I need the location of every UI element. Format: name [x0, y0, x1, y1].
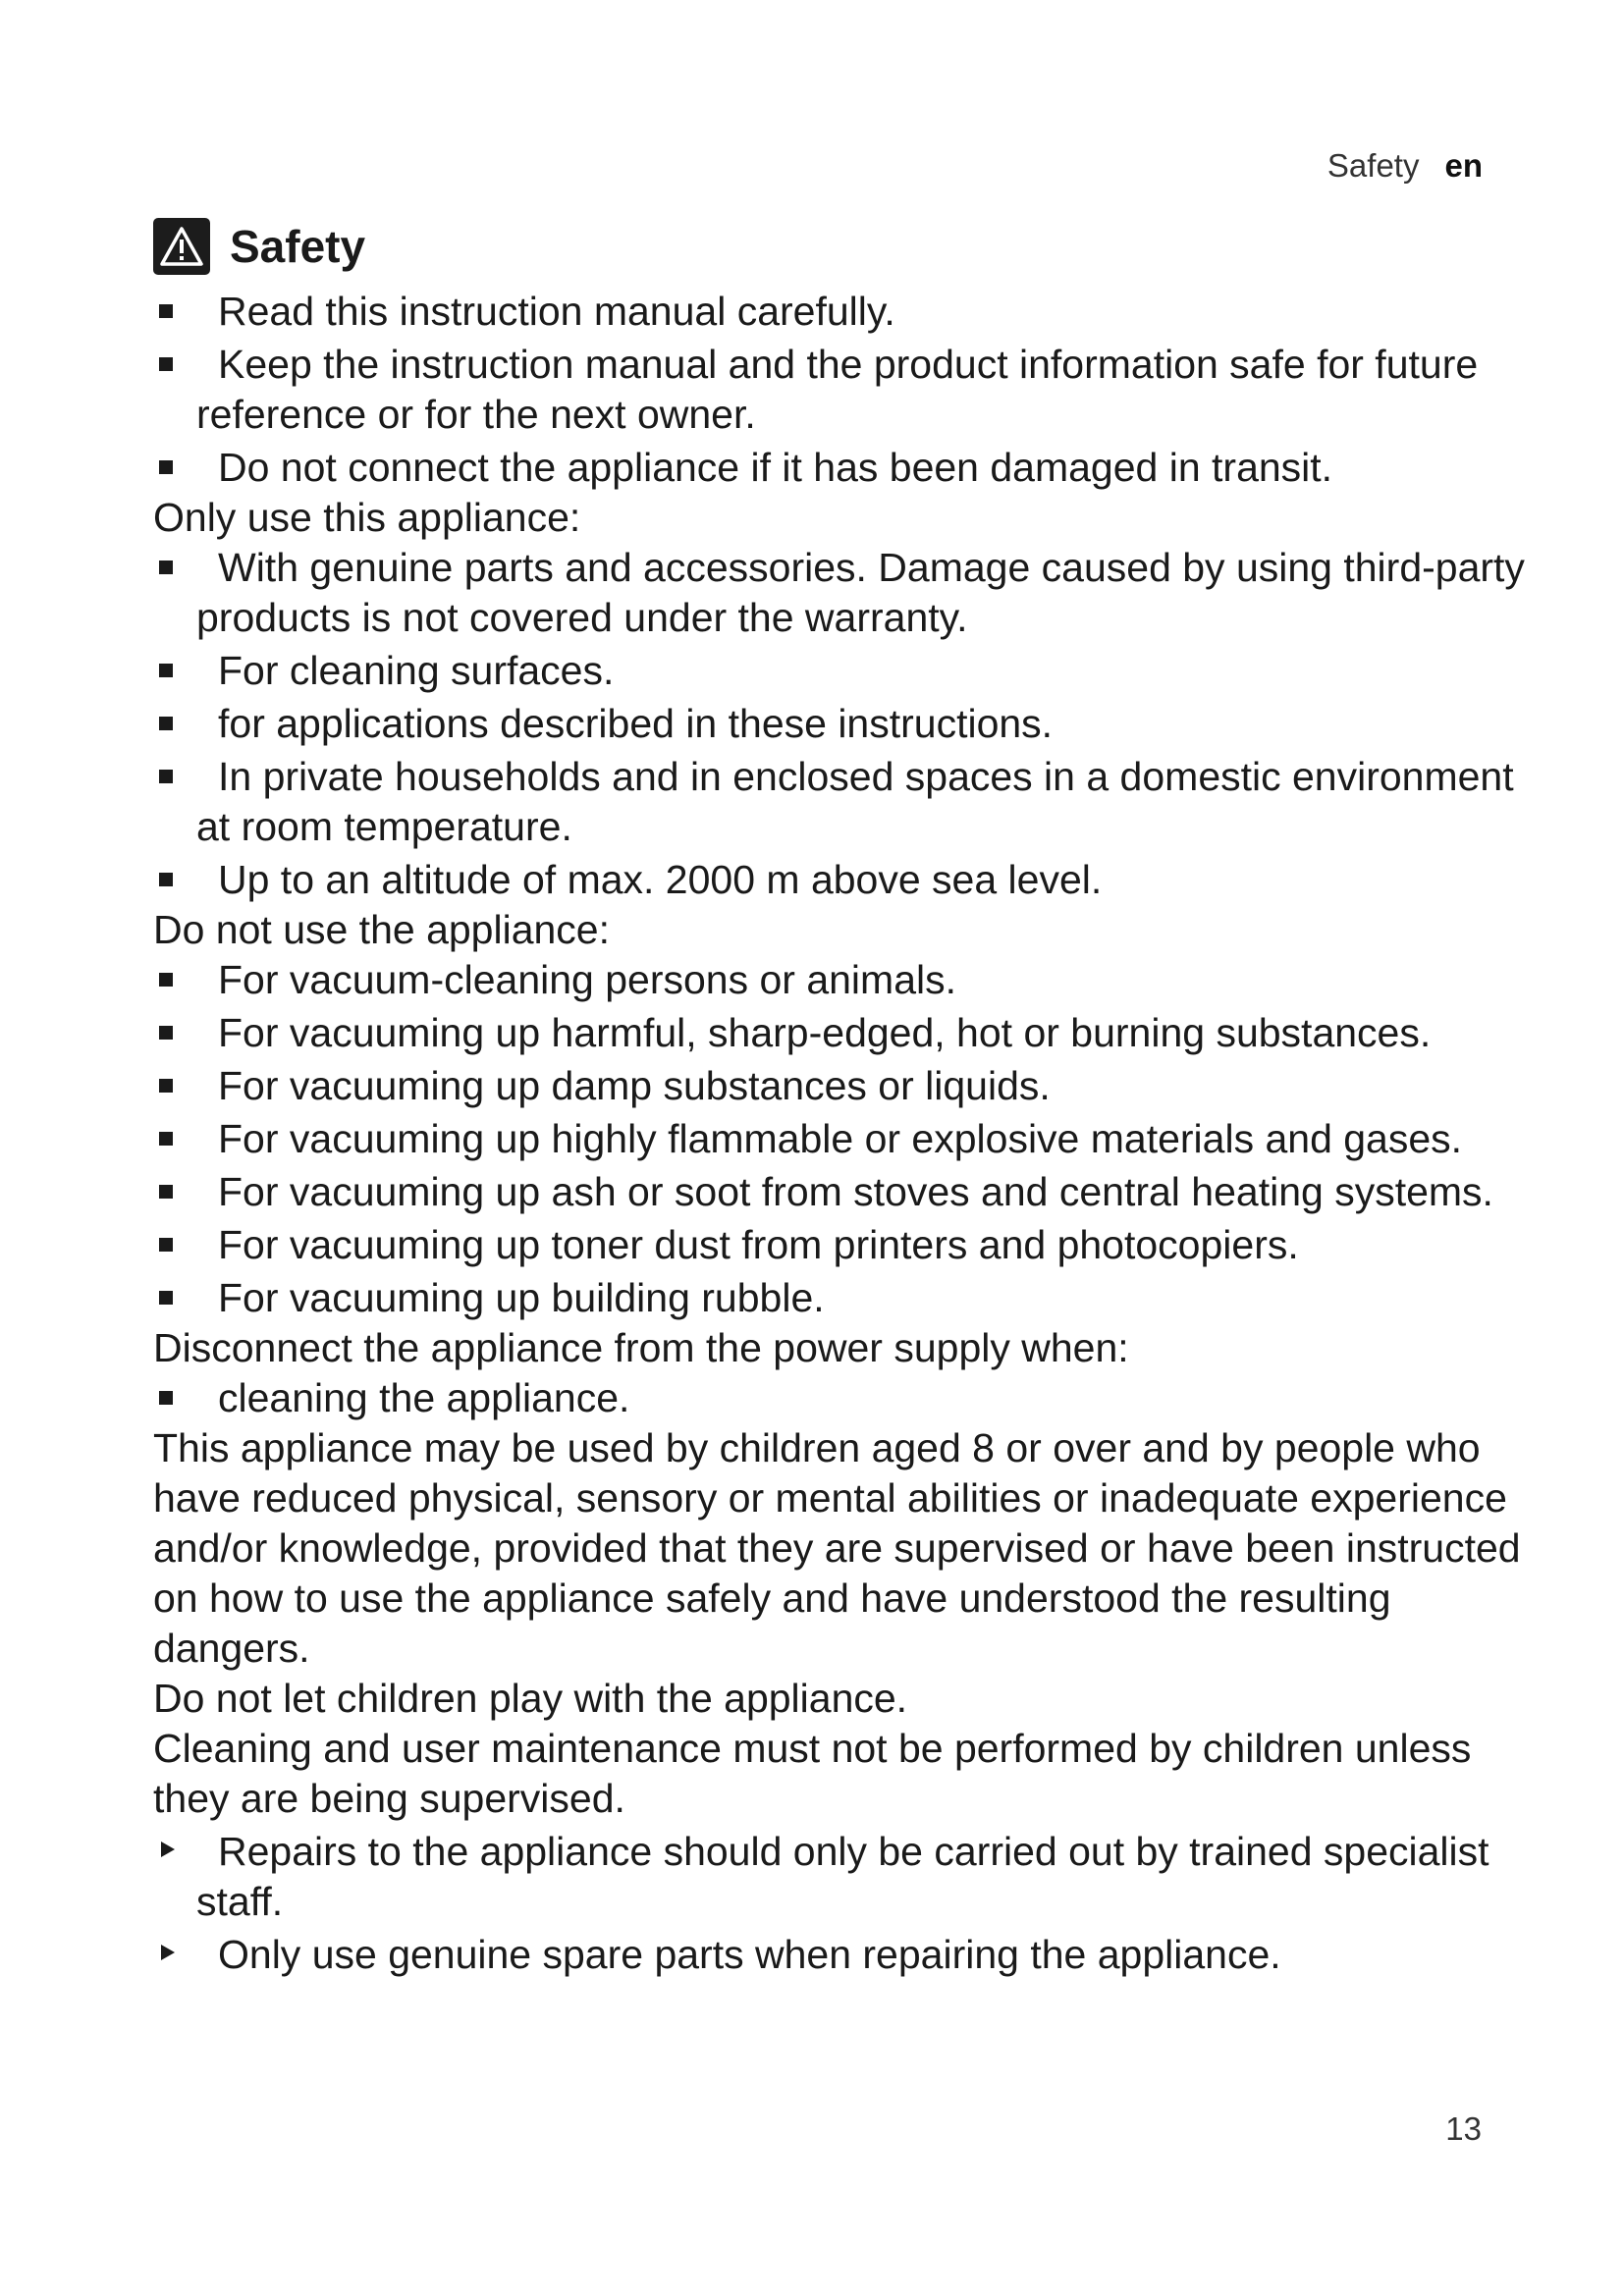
paragraph: Only use this appliance:: [153, 495, 581, 540]
action-item: Only use genuine spare parts when repairing the appliance.: [153, 1930, 1528, 1980]
running-header-language: en: [1444, 147, 1483, 184]
list-item: For vacuuming up highly flammable or explosive materials and gases.: [153, 1114, 1528, 1164]
list-item: For vacuum-cleaning persons or animals.: [153, 955, 1528, 1005]
page-content: [153, 208, 1528, 1980]
paragraph: Disconnect the appliance from the power supply when:: [153, 1325, 1129, 1370]
list-item: For vacuuming up toner dust from printers and photocopiers.: [153, 1220, 1528, 1270]
list-item: cleaning the appliance.: [153, 1373, 1528, 1423]
section-title: Safety: [230, 221, 366, 272]
list-item: for applications described in these instructions.: [153, 699, 1528, 749]
list-item: For vacuuming up damp substances or liquids.: [153, 1061, 1528, 1111]
list-item: Do not connect the appliance if it has been damaged in transit.: [153, 443, 1528, 493]
list-item: In private households and in enclosed spaces in a domestic environment at room temperature.: [153, 752, 1528, 852]
paragraph: Do not use the appliance:: [153, 907, 610, 952]
paragraph: Cleaning and user maintenance must not be performed by children unless they are being supervised.: [153, 1726, 1472, 1821]
list-item: With genuine parts and accessories. Damage caused by using third-party products is not covered under the warranty.: [153, 543, 1528, 643]
section-heading: [153, 208, 1528, 285]
paragraph: This appliance may be used by children aged 8 or over and by people who have reduced physical, sensory or mental abilities or inadequate experience and/or knowledge, provided that they are supervised or have been instructed on how to use the appliance safely and have understood the resulting dangers.: [153, 1425, 1521, 1671]
list-item: Up to an altitude of max. 2000 m above sea level.: [153, 855, 1528, 905]
list-item: For vacuuming up building rubble.: [153, 1273, 1528, 1323]
list-item: For cleaning surfaces.: [153, 646, 1528, 696]
paragraph: Do not let children play with the appliance.: [153, 1676, 908, 1721]
running-header: [1327, 147, 1483, 185]
page-number: 13: [1445, 2110, 1482, 2147]
list-item: For vacuuming up harmful, sharp-edged, hot or burning substances.: [153, 1008, 1528, 1058]
list-item: Read this instruction manual carefully.: [153, 287, 1528, 337]
action-item: Repairs to the appliance should only be carried out by trained specialist staff.: [153, 1827, 1528, 1927]
safety-text-body: [153, 287, 1528, 1980]
running-header-section: Safety: [1326, 147, 1420, 184]
warning-triangle-icon: [153, 218, 210, 275]
list-item: Keep the instruction manual and the product information safe for future reference or for the next owner.: [153, 340, 1528, 440]
list-item: For vacuuming up ash or soot from stoves and central heating systems.: [153, 1167, 1528, 1217]
